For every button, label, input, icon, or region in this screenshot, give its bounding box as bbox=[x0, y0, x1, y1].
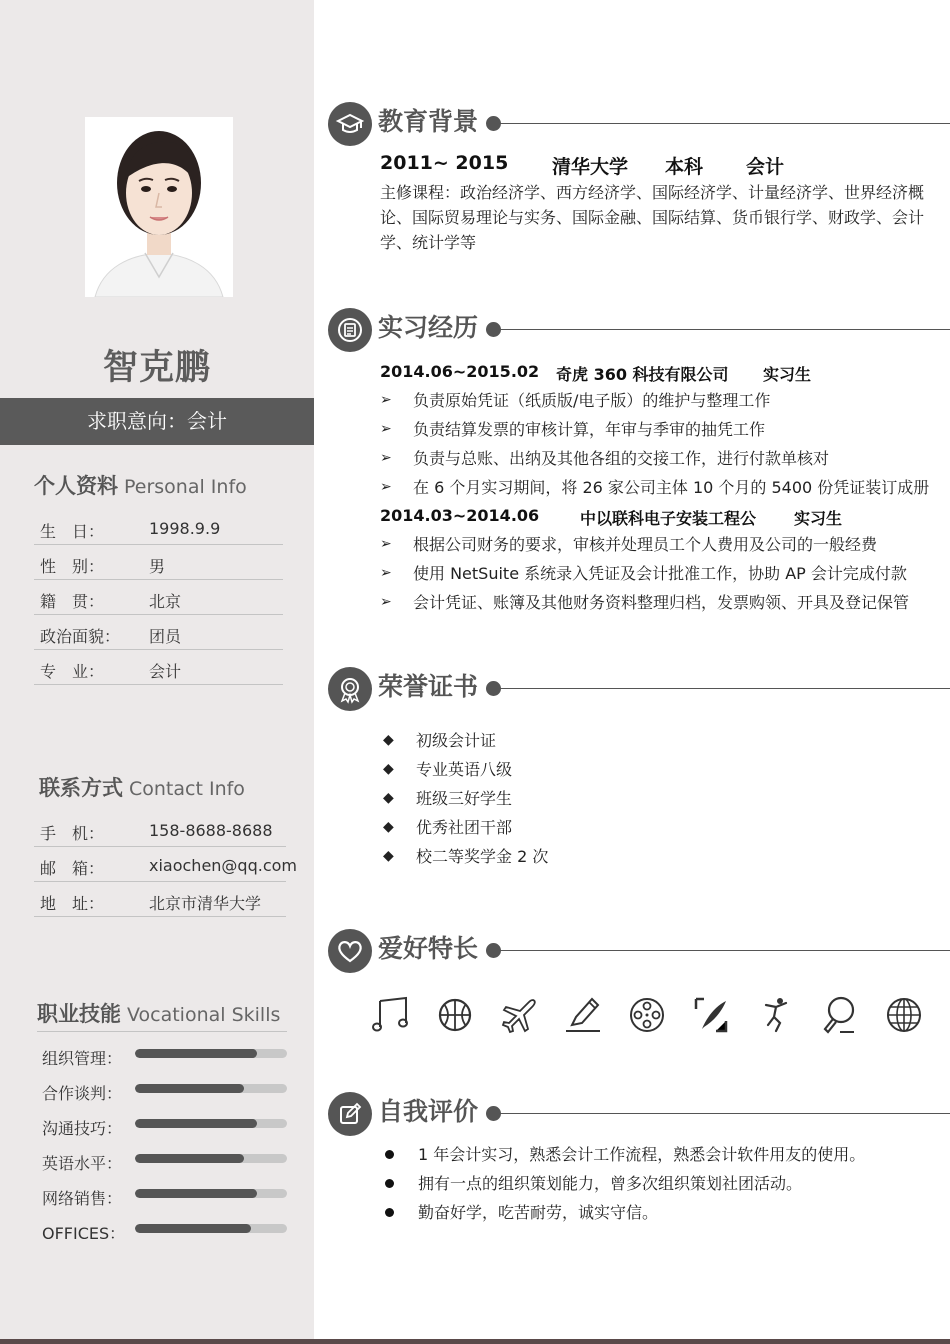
contact-info-heading: 联系方式 Contact Info bbox=[39, 776, 245, 800]
job-role: 实习生 bbox=[794, 509, 843, 528]
skill-row-organization: 组织管理： bbox=[37, 1038, 287, 1073]
internship-section-header bbox=[328, 306, 950, 352]
arrow-bullet-icon: ➢ bbox=[380, 536, 392, 552]
header-divider bbox=[498, 329, 950, 330]
hobbies-title: 爱好特长 bbox=[378, 934, 479, 963]
edit-pencil-icon bbox=[328, 1092, 372, 1136]
job-intent-banner: 求职意向：会计 bbox=[0, 398, 314, 445]
document-list-icon bbox=[328, 308, 372, 352]
info-row-gender: 性 别： 男 bbox=[34, 545, 283, 580]
diamond-bullet-icon: ◆ bbox=[383, 790, 394, 806]
skill-bar-communication bbox=[135, 1119, 287, 1128]
info-row-political-status: 政治面貌： 团员 bbox=[34, 615, 283, 650]
contact-info-section bbox=[34, 772, 297, 917]
honors-section-header bbox=[328, 665, 950, 711]
skill-bar-offices bbox=[135, 1224, 287, 1233]
ping-pong-icon bbox=[820, 995, 860, 1035]
info-row-major: 专 业： 会计 bbox=[34, 650, 283, 685]
dot-bullet-icon bbox=[385, 1179, 394, 1188]
job-title-2 bbox=[380, 506, 850, 528]
skill-row-english: 英语水平： bbox=[37, 1143, 287, 1178]
list-item: ◆ 班级三好学生 bbox=[383, 784, 548, 813]
sidebar bbox=[0, 0, 314, 1344]
contact-row-address: 地 址： 北京市清华大学 bbox=[34, 882, 286, 917]
info-row-hometown: 籍 贯： 北京 bbox=[34, 580, 283, 615]
skills-section bbox=[37, 998, 287, 1248]
skills-heading: 职业技能 Vocational Skills bbox=[37, 998, 287, 1032]
arrow-bullet-icon: ➢ bbox=[380, 421, 392, 437]
header-divider bbox=[498, 688, 950, 689]
skill-row-online-sales: 网络销售： bbox=[37, 1178, 287, 1213]
education-summary bbox=[380, 152, 800, 178]
arrow-bullet-icon: ➢ bbox=[380, 450, 392, 466]
job-duties-2 bbox=[380, 530, 909, 617]
list-item: ◆ 专业英语八级 bbox=[383, 755, 548, 784]
header-divider bbox=[498, 950, 950, 951]
education-courses: 主修课程：政治经济学、西方经济学、国际经济学、计量经济学、世界经济概论、国际贸易理论与实务、国际金融、国际结算、货币银行学、财政学、会计学、统计学等 bbox=[380, 183, 925, 252]
skill-bar-online-sales bbox=[135, 1189, 287, 1198]
skill-bar-fill bbox=[135, 1224, 251, 1233]
job-role: 实习生 bbox=[763, 365, 812, 384]
skill-bar-organization bbox=[135, 1049, 287, 1058]
skill-bar-english bbox=[135, 1154, 287, 1163]
skill-bar-fill bbox=[135, 1189, 257, 1198]
education-degree: 本科 bbox=[665, 156, 704, 178]
list-item: 1 年会计实习，熟悉会计工作流程，熟悉会计软件用友的使用。 bbox=[383, 1140, 865, 1169]
hobbies-section-header bbox=[328, 927, 950, 973]
job-period: 2014.03~2014.06 bbox=[380, 506, 540, 525]
self-evaluation-title: 自我评价 bbox=[378, 1097, 479, 1126]
hobbies-icons bbox=[372, 995, 932, 1035]
education-section-header bbox=[328, 100, 950, 146]
personal-info-heading: 个人资料 Personal Info bbox=[34, 474, 247, 498]
list-item: 拥有一点的组织策划能力，曾多次组织策划社团活动。 bbox=[383, 1169, 865, 1198]
job-period: 2014.06~2015.02 bbox=[380, 362, 540, 381]
internship-title: 实习经历 bbox=[378, 313, 479, 342]
job-company: 中以联科电子安装工程公 bbox=[580, 509, 757, 528]
education-title: 教育背景 bbox=[378, 107, 479, 136]
honors-title: 荣誉证书 bbox=[378, 672, 479, 701]
info-row-birthday: 生 日： 1998.9.9 bbox=[34, 510, 283, 545]
job-title-1 bbox=[380, 362, 840, 384]
list-item: ➢ 负责原始凭证（纸质版/电子版）的维护与整理工作 bbox=[380, 386, 929, 415]
airplane-icon bbox=[500, 995, 540, 1035]
diamond-bullet-icon: ◆ bbox=[383, 848, 394, 864]
header-divider bbox=[498, 123, 950, 124]
list-item: ◆ 优秀社团干部 bbox=[383, 813, 548, 842]
skill-bar-negotiation bbox=[135, 1084, 287, 1093]
contact-row-phone: 手 机： 158-8688-8688 bbox=[34, 812, 286, 847]
diamond-bullet-icon: ◆ bbox=[383, 819, 394, 835]
skill-bar-fill bbox=[135, 1119, 257, 1128]
basketball-icon bbox=[436, 995, 476, 1035]
list-item: 勤奋好学，吃苦耐劳，诚实守信。 bbox=[383, 1198, 865, 1227]
honors-list bbox=[383, 726, 548, 871]
self-evaluation-section-header bbox=[328, 1090, 950, 1136]
header-divider bbox=[498, 1113, 950, 1114]
education-school: 清华大学 bbox=[552, 156, 629, 178]
list-item: ➢ 负责结算发票的审核计算，年审与季审的抽凭工作 bbox=[380, 415, 929, 444]
footer-stripe bbox=[0, 1339, 950, 1344]
skill-row-negotiation: 合作谈判： bbox=[37, 1073, 287, 1108]
pen-drawing-icon bbox=[564, 995, 604, 1035]
skill-row-communication: 沟通技巧： bbox=[37, 1108, 287, 1143]
education-period: 2011~ 2015 bbox=[380, 152, 509, 174]
dot-bullet-icon bbox=[385, 1208, 394, 1217]
arrow-bullet-icon: ➢ bbox=[380, 594, 392, 610]
heart-icon bbox=[328, 929, 372, 973]
skill-row-offices: OFFICES： bbox=[37, 1213, 287, 1248]
contact-row-email[interactable]: 邮 箱： xiaochen@qq.com bbox=[34, 847, 286, 882]
list-item: ◆ 初级会计证 bbox=[383, 726, 548, 755]
diamond-bullet-icon: ◆ bbox=[383, 761, 394, 777]
list-item: ➢ 会计凭证、账簿及其他财务资料整理归档，发票购领、开具及登记保管 bbox=[380, 588, 909, 617]
dancer-icon bbox=[756, 995, 796, 1035]
music-note-icon bbox=[372, 995, 412, 1035]
award-medal-icon bbox=[328, 667, 372, 711]
job-company: 奇虎 360 科技有限公司 bbox=[556, 365, 729, 384]
arrow-bullet-icon: ➢ bbox=[380, 392, 392, 408]
film-reel-icon bbox=[628, 995, 668, 1035]
personal-info-section bbox=[34, 470, 283, 685]
writing-quill-icon bbox=[692, 995, 732, 1035]
skill-bar-fill bbox=[135, 1084, 244, 1093]
list-item: ➢ 在 6 个月实习期间，将 26 家公司主体 10 个月的 5400 份凭证装订成册 bbox=[380, 473, 929, 502]
self-evaluation-list bbox=[383, 1140, 865, 1227]
dot-bullet-icon bbox=[385, 1150, 394, 1159]
list-item: ➢ 负责与总账、出纳及其他各组的交接工作，进行付款单核对 bbox=[380, 444, 929, 473]
diamond-bullet-icon: ◆ bbox=[383, 732, 394, 748]
skill-bar-fill bbox=[135, 1154, 244, 1163]
list-item: ➢ 根据公司财务的要求，审核并处理员工个人费用及公司的一般经费 bbox=[380, 530, 909, 559]
arrow-bullet-icon: ➢ bbox=[380, 479, 392, 495]
candidate-name: 智克鹏 bbox=[102, 348, 211, 388]
profile-photo bbox=[85, 117, 233, 297]
globe-icon bbox=[884, 995, 924, 1035]
job-duties-1 bbox=[380, 386, 929, 502]
arrow-bullet-icon: ➢ bbox=[380, 565, 392, 581]
list-item: ◆ 校二等奖学金 2 次 bbox=[383, 842, 548, 871]
skill-bar-fill bbox=[135, 1049, 257, 1058]
graduation-cap-icon bbox=[328, 102, 372, 146]
education-major: 会计 bbox=[746, 156, 785, 178]
list-item: ➢ 使用 NetSuite 系统录入凭证及会计批准工作，协助 AP 会计完成付款 bbox=[380, 559, 909, 588]
